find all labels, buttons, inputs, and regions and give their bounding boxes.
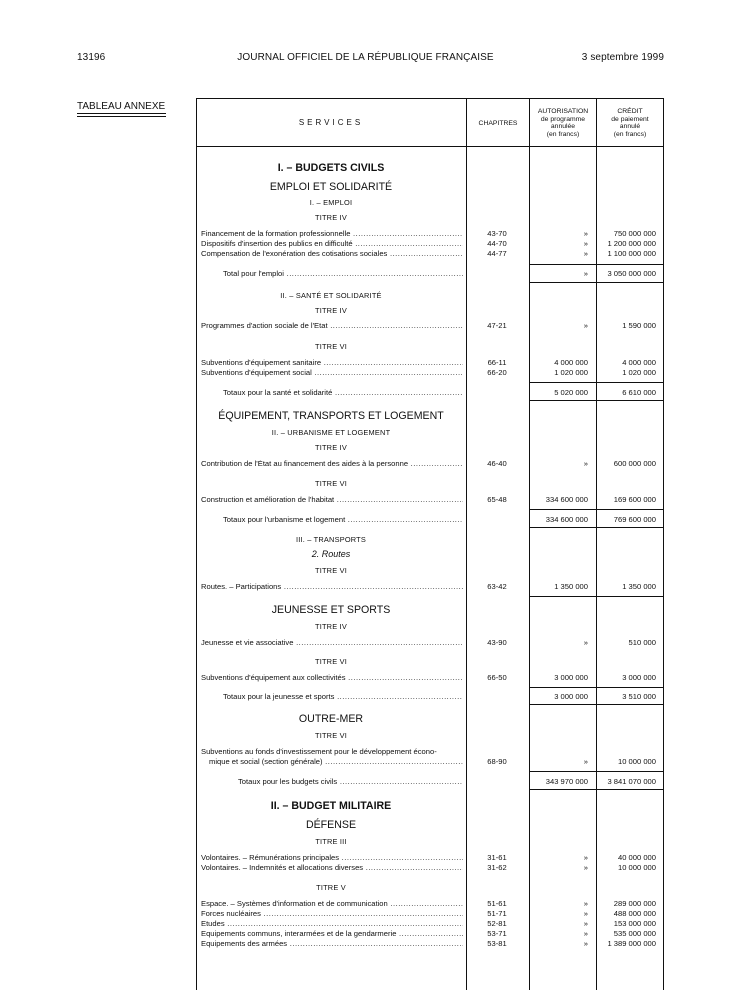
row-credit: 1 200 000 000 [607, 239, 656, 248]
total-rule [530, 771, 664, 772]
total-rule [530, 527, 664, 528]
row-credit: 40 000 000 [617, 853, 656, 862]
row-chapitre: 52-81 [487, 919, 507, 928]
titre-heading: TITRE III [315, 837, 347, 846]
total-autorisation: » [583, 269, 588, 278]
row-chapitre: 65-48 [487, 495, 507, 504]
table-header-rule [196, 146, 664, 147]
row-label: Forces nucléaires ..... [201, 910, 463, 919]
row-autorisation: » [583, 638, 588, 647]
row-chapitre: 51-61 [487, 899, 507, 908]
row-chapitre: 66-20 [487, 368, 507, 377]
journal-title: JOURNAL OFFICIEL DE LA RÉPUBLIQUE FRANÇAISE [237, 52, 494, 63]
row-label: Subventions d'équipement sanitaire ..... [201, 359, 463, 368]
col-header-services: SERVICES [298, 118, 364, 127]
row-autorisation: » [583, 239, 588, 248]
col-header-credit [597, 108, 663, 138]
annexe-label: TABLEAU ANNEXE [77, 101, 166, 112]
row-autorisation: » [583, 249, 588, 258]
row-autorisation: » [583, 459, 588, 468]
row-label: Equipements des armées ..... [201, 940, 463, 949]
row-credit: 1 100 000 000 [607, 249, 656, 258]
row-label: Subventions d'équipement social ..... [201, 369, 463, 378]
row-autorisation: » [583, 757, 588, 766]
total-credit: 3 510 000 [622, 692, 656, 701]
row-label: Subventions au fonds d'investissement pour le développement écono- [201, 747, 437, 756]
total-label: Totaux pour les budgets civils ..... [238, 778, 463, 787]
total-credit: 3 050 000 000 [607, 269, 656, 278]
section-heading: II. – BUDGET MILITAIRE [270, 800, 392, 812]
row-autorisation: 4 000 000 [554, 358, 588, 367]
col-header-autorisation-line: AUTORISATION [537, 108, 589, 115]
row-label: Espace. – Systèmes d'information et de communication ..... [201, 900, 463, 909]
row-credit: 10 000 000 [617, 757, 656, 766]
row-chapitre: 43-70 [487, 229, 507, 238]
row-credit: 3 000 000 [622, 673, 656, 682]
total-rule [530, 282, 664, 283]
annexe-underline [77, 116, 166, 117]
row-chapitre: 31-61 [487, 853, 507, 862]
subsection-heading: II. – SANTÉ ET SOLIDARITÉ [280, 291, 382, 300]
total-autorisation: 343 970 000 [545, 777, 588, 786]
row-autorisation: 334 600 000 [545, 495, 588, 504]
row-chapitre: 53-81 [487, 939, 507, 948]
row-label: mique et social (section générale) ..... [209, 758, 463, 767]
row-credit: 510 000 [628, 638, 656, 647]
col-chapitres-rule [466, 98, 467, 990]
row-credit: 750 000 000 [613, 229, 656, 238]
row-chapitre: 44-77 [487, 249, 507, 258]
row-chapitre: 43-90 [487, 638, 507, 647]
row-autorisation: 1 350 000 [554, 582, 588, 591]
row-autorisation: » [583, 863, 588, 872]
row-autorisation: » [583, 939, 588, 948]
row-credit: 4 000 000 [622, 358, 656, 367]
row-label: Programmes d'action sociale de l'Etat ..... [201, 322, 463, 331]
row-autorisation: » [583, 929, 588, 938]
col-header-autorisation-line: annulée [550, 123, 576, 131]
row-autorisation: 3 000 000 [554, 673, 588, 682]
section-heading: I. – BUDGETS CIVILS [277, 162, 385, 174]
issue-date: 3 septembre 1999 [581, 52, 664, 63]
row-label: Jeunesse et vie associative ..... [201, 639, 463, 648]
col-header-credit-line: de paiement [611, 115, 649, 123]
row-credit: 1 389 000 000 [607, 939, 656, 948]
titre-heading: TITRE VI [315, 657, 347, 666]
row-chapitre: 66-11 [487, 358, 507, 367]
col-header-credit-line: (en francs) [613, 130, 647, 138]
row-autorisation: » [583, 919, 588, 928]
row-credit: 600 000 000 [613, 459, 656, 468]
row-autorisation: 1 020 000 [554, 368, 588, 377]
subsection-heading: II. – URBANISME ET LOGEMENT [271, 428, 391, 437]
ministry-heading: EMPLOI ET SOLIDARITÉ [269, 181, 393, 193]
row-label: Compensation de l'exonération des cotisations sociales ..... [201, 250, 463, 259]
row-credit: 1 590 000 [622, 321, 656, 330]
total-rule [530, 704, 664, 705]
total-rule [530, 264, 664, 265]
total-autorisation: 334 600 000 [545, 515, 588, 524]
row-autorisation: » [583, 321, 588, 330]
col-header-autorisation [530, 108, 596, 138]
row-label: Etudes ..... [201, 920, 463, 929]
row-credit: 153 000 000 [613, 919, 656, 928]
table-top-rule [196, 98, 664, 99]
titre-heading: TITRE IV [315, 213, 347, 222]
page-number: 13196 [77, 52, 106, 63]
row-chapitre: 63-42 [487, 582, 507, 591]
total-rule [530, 509, 664, 510]
titre-heading: TITRE VI [315, 342, 347, 351]
row-label: Financement de la formation professionnelle ..... [201, 230, 463, 239]
total-rule [530, 400, 664, 401]
total-label: Totaux pour l'urbanisme et logement ..... [223, 516, 463, 525]
row-chapitre: 47-21 [487, 321, 507, 330]
total-credit: 6 610 000 [622, 388, 656, 397]
row-chapitre: 51-71 [487, 909, 507, 918]
total-label: Totaux pour la santé et solidarité ..... [223, 389, 463, 398]
total-credit: 3 841 070 000 [607, 777, 656, 786]
ministry-heading: DÉFENSE [305, 819, 357, 831]
ministry-heading: JEUNESSE ET SPORTS [271, 604, 391, 616]
col-header-credit-line: CRÉDIT [617, 108, 643, 115]
table-right-rule [663, 98, 664, 990]
row-label: Contribution de l'État au financement des aides à la personne ..... [201, 460, 463, 469]
row-chapitre: 68-90 [487, 757, 507, 766]
row-label: Subventions d'équipement aux collectivités ..... [201, 674, 463, 683]
row-label: Volontaires. – Rémunérations principales ..... [201, 854, 463, 863]
titre-heading: TITRE IV [315, 622, 347, 631]
row-autorisation: » [583, 853, 588, 862]
row-label: Equipements communs, interarmées et de la gendarmerie ..... [201, 930, 463, 939]
row-label: Dispositifs d'insertion des publics en difficulté ..... [201, 240, 463, 249]
row-credit: 1 020 000 [622, 368, 656, 377]
row-credit: 488 000 000 [613, 909, 656, 918]
titre-heading: TITRE VI [315, 479, 347, 488]
total-label: Total pour l'emploi ..... [223, 270, 463, 279]
total-rule [530, 596, 664, 597]
titre-heading: TITRE IV [315, 306, 347, 315]
row-credit: 535 000 000 [613, 929, 656, 938]
titre-heading: TITRE VI [315, 566, 347, 575]
subsection-heading: I. – EMPLOI [309, 198, 353, 207]
total-credit: 769 600 000 [613, 515, 656, 524]
total-rule [530, 687, 664, 688]
col-autorisation-rule [529, 98, 530, 990]
row-credit: 169 600 000 [613, 495, 656, 504]
subsection-heading: 2. Routes [311, 549, 351, 559]
total-label: Totaux pour la jeunesse et sports ..... [223, 693, 463, 702]
total-autorisation: 3 000 000 [554, 692, 588, 701]
ministry-heading: OUTRE-MER [298, 713, 364, 725]
titre-heading: TITRE V [316, 883, 346, 892]
row-autorisation: » [583, 229, 588, 238]
col-header-autorisation-line: de programme [540, 115, 586, 123]
row-autorisation: » [583, 909, 588, 918]
total-rule [530, 382, 664, 383]
row-credit: 10 000 000 [617, 863, 656, 872]
row-chapitre: 46-40 [487, 459, 507, 468]
row-label: Volontaires. – Indemnités et allocations diverses ..... [201, 864, 463, 873]
subsection-heading: III. – TRANSPORTS [295, 535, 367, 544]
row-chapitre: 44-70 [487, 239, 507, 248]
table-left-rule [196, 98, 197, 990]
col-header-chapitres: CHAPITRES [478, 120, 518, 127]
col-header-credit-line: annulé [619, 123, 641, 131]
row-credit: 289 000 000 [613, 899, 656, 908]
total-rule [530, 789, 664, 790]
col-header-autorisation-line: (en francs) [546, 130, 580, 138]
row-label: Routes. – Participations ..... [201, 583, 463, 592]
row-chapitre: 53-71 [487, 929, 507, 938]
row-autorisation: » [583, 899, 588, 908]
titre-heading: TITRE IV [315, 443, 347, 452]
titre-heading: TITRE VI [315, 731, 347, 740]
ministry-heading: ÉQUIPEMENT, TRANSPORTS ET LOGEMENT [218, 410, 444, 422]
row-label: Construction et amélioration de l'habitat ..... [201, 496, 463, 505]
row-chapitre: 31-62 [487, 863, 507, 872]
row-credit: 1 350 000 [622, 582, 656, 591]
total-autorisation: 5 020 000 [554, 388, 588, 397]
row-chapitre: 66-50 [487, 673, 507, 682]
